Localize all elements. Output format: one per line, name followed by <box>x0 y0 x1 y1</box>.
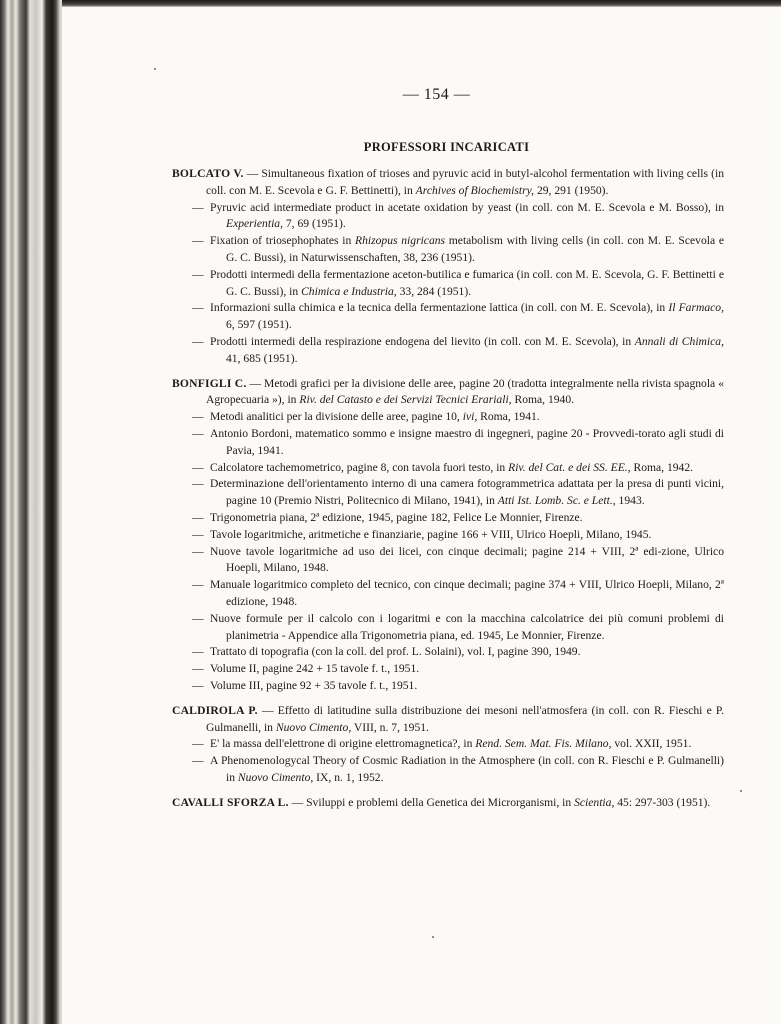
book-spine-shadow <box>0 0 62 1024</box>
author-name: CALDIROLA P. <box>172 703 258 717</box>
bibliography-entry: — Trigonometria piana, 2ª edizione, 1945, pagine 182, Felice Le Monnier, Firenze. <box>192 510 583 524</box>
journal-title: Experientia, <box>226 217 283 231</box>
journal-title: Annali di Chimica, <box>634 334 724 348</box>
page-number: — 154 — <box>402 86 471 103</box>
author-block-cavalli-sforza <box>172 795 724 812</box>
journal-title: Riv. del Catasto e dei Servizi Tecnici Erariali, <box>299 393 512 407</box>
page-top-edge <box>62 0 781 7</box>
journal-title: Nuovo Cimento, <box>275 720 352 734</box>
journal-title: Rend. Sem. Mat. Fis. Milano, <box>475 737 612 751</box>
author-name: BONFIGLI C. <box>172 376 247 390</box>
bibliography-entry: — E' la massa dell'elettrone di origine elettromagnetica?, in Rend. Sem. Mat. Fis. Milano, vol. XXII, 1951. <box>192 737 692 751</box>
bibliography-entry: BONFIGLI C. — Metodi grafici per la divisione delle aree, pagine 20 (tradotta integralmente nella rivista spagnola « Agropecuaria »), in Riv. del Catasto e dei Servizi Tecnici Erariali, Roma, 1940. <box>172 376 724 407</box>
bibliography-entry: — Determinazione dell'orientamento interno di una camera fotogrammetrica adattata per la presa di punti vicini, pagine 10 (Premio Nistri, Politecnico di Milano, 1941), in Atti Ist. Lomb. Sc. e Lett., 1943. <box>192 477 724 508</box>
journal-title: Riv. del Cat. e dei SS. EE., <box>508 460 631 474</box>
bibliography-entry: — Fixation of triosephophates in Rhizopus nigricans metabolism with living cells (in coll. con M. E. Scevola e G. C. Bussi), in Naturwissenschaften, 38, 236 (1951). <box>192 234 725 264</box>
author-block-caldirola <box>172 703 724 787</box>
bibliography-entry: — Tavole logaritmiche, aritmetiche e finanziarie, pagine 166 + VIII, Ulrico Hoepli, Milano, 1945. <box>192 527 652 541</box>
bibliography-entry: CAVALLI SFORZA L. — Sviluppi e problemi della Genetica dei Microrganismi, in Scientia, 45: 297-303 (1951). <box>172 795 711 809</box>
bibliography-entry: — Manuale logaritmico completo del tecnico, con cinque decimali; pagine 374 + VIII, Ulrico Hoepli, Milano, 2ª edizione, 1948. <box>192 578 724 608</box>
bibliography-entry: — Prodotti intermedi della respirazione endogena del lievito (in coll. con M. E. Scevola), in Annali di Chimica, 41, 685 (1951). <box>192 334 724 365</box>
author-block-bolcato <box>172 166 724 368</box>
journal-title: Atti Ist. Lomb. Sc. e Lett., <box>497 494 616 508</box>
bibliography-entry: CALDIROLA P. — Effetto di latitudine sulla distribuzione dei mesoni nell'atmosfera (in coll. con R. Fieschi e P. Gulmanelli, in Nuovo Cimento, VIII, n. 7, 1951. <box>172 703 724 734</box>
bibliography-entry: — Calcolatore tachemometrico, pagine 8, con tavola fuori testo, in Riv. del Cat. e dei SS. EE., Roma, 1942. <box>192 460 694 474</box>
bibliography-entry: — Nuove tavole logaritmiche ad uso dei licei, con cinque decimali; pagine 214 + VIII, 2ª edi-zione, Ulrico Hoepli, Milano, 1948. <box>192 544 724 575</box>
bibliography-entry: BOLCATO V. — Simultaneous fixation of trioses and pyruvic acid in butyl-alcohol fermentation with living cells (in coll. con M. E. Scevola e G. F. Bettinetti), in Archives of Biochemistry, 29, 291 (1950). <box>172 167 724 197</box>
paper-speck <box>154 68 156 70</box>
paper-speck <box>432 936 434 938</box>
bibliography-list <box>172 166 724 819</box>
journal-title: Rhizopus nigricans <box>355 234 446 248</box>
journal-title: Scientia, <box>574 795 615 809</box>
bibliography-entry: — Volume II, pagine 242 + 15 tavole f. t., 1951. <box>192 662 420 676</box>
bibliography-entry: — Informazioni sulla chimica e la tecnica della fermentazione lattica (in coll. con M. E. Scevola), in Il Farmaco, 6, 597 (1951). <box>192 301 724 332</box>
bibliography-entry: — Prodotti intermedi della fermentazione aceton-butilica e fumarica (in coll. con M. E. Scevola, G. F. Bettinetti e G. C. Bussi), in Chimica e Industria, 33, 284 (1951). <box>192 267 724 298</box>
bibliography-entry: — Antonio Bordoni, matematico sommo e insigne maestro di ingegneri, pagine 20 - Provvedi-torato agli studi di Pavia, 1941. <box>192 426 724 457</box>
bibliography-entry: — Volume III, pagine 92 + 35 tavole f. t., 1951. <box>192 678 418 692</box>
section-title: PROFESSORI INCARICATI <box>363 140 530 154</box>
author-name: CAVALLI SFORZA L. <box>172 795 289 809</box>
bibliography-entry: — Pyruvic acid intermediate product in acetate oxidation by yeast (in coll. con M. E. Scevola e M. Bosso), in Experientia, 7, 69 (1951). <box>192 200 724 231</box>
journal-title: Archives of Biochemistry, <box>415 183 535 197</box>
author-name: BOLCATO V. <box>172 167 244 180</box>
journal-title: Il Farmaco, <box>668 301 724 315</box>
journal-title: Chimica e Industria, <box>301 284 397 298</box>
bibliography-entry: — A Phenomenologycal Theory of Cosmic Radiation in the Atmosphere (in coll. con R. Fieschi e P. Gulmanelli) in Nuovo Cimento, IX, n. 1, 1952. <box>192 754 724 784</box>
bibliography-entry: — Trattato di topografia (con la coll. del prof. L. Solaini), vol. I, pagine 390, 1949. <box>192 645 581 659</box>
bibliography-entry: — Nuove formule per il calcolo con i logaritmi e con la macchina calcolatrice dei più comuni problemi di planimetria - Appendice alla Trigonometria piana, ed. 1945, Le Monnier, Firenze. <box>192 611 724 642</box>
author-block-bonfigli <box>172 376 724 695</box>
journal-title: ivi, <box>462 410 478 424</box>
journal-title: Nuovo Cimento, <box>237 770 314 784</box>
paper-speck <box>740 790 742 792</box>
bibliography-entry: — Metodi analitici per la divisione delle aree, pagine 10, ivi, Roma, 1941. <box>192 410 540 424</box>
